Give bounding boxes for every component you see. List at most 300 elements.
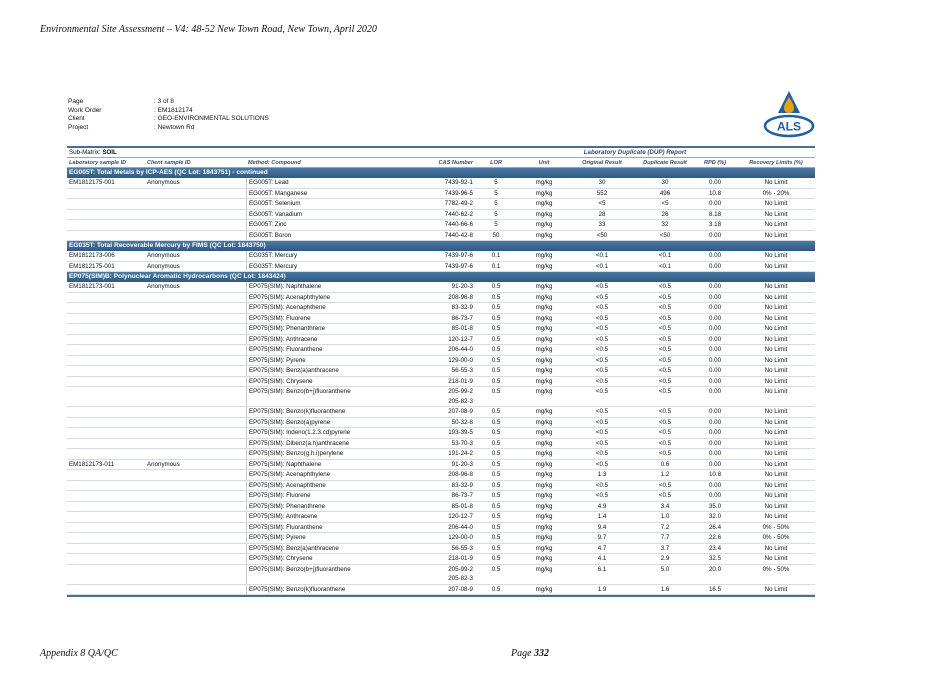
unit: mg/kg	[535, 356, 553, 364]
table-row	[67, 502, 815, 513]
compound: EP075(SIM): Naphthalene	[246, 460, 321, 470]
table-row	[67, 418, 815, 429]
client-sample-id: Anonymous	[147, 460, 180, 468]
original-result: <0.1	[595, 252, 609, 259]
duplicate-result: 3.4	[660, 502, 670, 510]
meta-row	[68, 124, 269, 133]
rpd: 0.00	[708, 179, 722, 186]
recovery-limits: 0% - 20%	[762, 189, 790, 197]
duplicate-report-table	[67, 146, 815, 597]
rpd: 0.00	[708, 335, 722, 343]
lor: 0.5	[491, 544, 501, 552]
rpd: 0.00	[708, 460, 722, 468]
table-row	[67, 544, 815, 555]
meta-key: Work Order	[68, 106, 102, 114]
unit: mg/kg	[535, 325, 553, 332]
client-sample-id: Anonymous	[147, 262, 180, 270]
table-row	[67, 449, 815, 460]
lor: 0.5	[491, 439, 501, 447]
compound: EG005T: Selenium	[246, 199, 301, 209]
rpd: 0.00	[708, 439, 722, 447]
unit: mg/kg	[535, 262, 553, 270]
compound: EP075(SIM): Benzo(g.h.i)perylene	[246, 449, 343, 459]
table-row	[67, 210, 815, 221]
section-header: EP075(SIM)B: Polynuclear Aromatic Hydrocarbons (QC Lot: 1843424)	[67, 272, 815, 282]
compound: EP075(SIM): Fluoranthene	[246, 523, 323, 533]
unit: mg/kg	[535, 377, 553, 385]
recovery-limits: No Limit	[764, 388, 788, 395]
compound: EP075(SIM): Benzo(k)fluoranthene	[246, 407, 345, 417]
original-result: 552	[596, 189, 608, 197]
rpd: 32.5	[708, 555, 722, 562]
table-row	[67, 460, 815, 471]
duplicate-result: 0.6	[660, 460, 670, 468]
unit: mg/kg	[535, 513, 553, 520]
rpd: 0.00	[708, 252, 722, 259]
original-result: 1.4	[597, 513, 607, 520]
col-method: Method: Compound	[248, 160, 301, 166]
table-title-row	[67, 146, 815, 157]
compound: EG035T: Mercury	[246, 251, 297, 261]
compound: EP075(SIM): Fluorene	[246, 314, 311, 324]
section-header: EG035T: Total Recoverable Mercury by FIMS (QC Lot: 1843750)	[67, 241, 815, 251]
original-result: <0.5	[595, 335, 609, 343]
original-result: 9.4	[597, 523, 607, 531]
unit: mg/kg	[535, 418, 553, 426]
meta-row	[68, 98, 269, 107]
cas-number: 56-55-3	[451, 367, 473, 374]
rpd: 10.8	[708, 189, 722, 197]
unit: mg/kg	[535, 346, 553, 353]
table-row	[67, 512, 815, 523]
table-row	[67, 189, 815, 200]
cas-number: 206-44-0	[448, 523, 473, 531]
duplicate-result: <0.5	[658, 388, 672, 395]
cas-number: 208-96-8	[448, 293, 473, 301]
meta-value: : EM1812174	[154, 106, 193, 114]
rpd: 0.00	[708, 325, 722, 332]
footer-appendix: Appendix 8 QA/QC	[40, 648, 118, 659]
table-row	[67, 282, 815, 293]
duplicate-result: <0.5	[658, 418, 672, 426]
rpd: 23.4	[708, 544, 722, 552]
lor: 0.5	[491, 450, 501, 457]
compound: EP075(SIM): Indeno(1.2.3.cd)pyrene	[246, 428, 350, 438]
duplicate-result: 496	[659, 189, 671, 197]
duplicate-result: <0.5	[658, 314, 672, 322]
cas-number: 7440-62-2	[444, 210, 473, 218]
meta-key: Client	[68, 115, 85, 123]
compound: EG035T: Mercury	[246, 262, 297, 272]
recovery-limits: 0% - 50%	[762, 523, 790, 531]
lor: 0.5	[491, 377, 501, 385]
lor: 0.5	[491, 471, 501, 478]
table-row	[67, 481, 815, 492]
duplicate-result: <0.5	[658, 439, 672, 447]
duplicate-result: <0.5	[658, 377, 672, 385]
meta-value: : GEO-ENVIRONMENTAL SOLUTIONS	[154, 115, 269, 123]
recovery-limits: No Limit	[764, 513, 788, 520]
compound: EP075(SIM): Chrysene	[246, 377, 313, 387]
client-sample-id: Anonymous	[147, 179, 180, 186]
unit: mg/kg	[535, 450, 553, 457]
table-row	[67, 356, 815, 367]
lor: 5	[494, 221, 498, 228]
duplicate-result: <0.5	[658, 293, 672, 301]
document-header: Environmental Site Assessment – V4: 48-52 New Town Road, New Town, April 2020	[40, 24, 377, 35]
cas-number: 193-39-5	[448, 429, 473, 436]
duplicate-result: 5.0	[660, 565, 670, 573]
recovery-limits: No Limit	[764, 502, 788, 510]
compound: EP075(SIM): Benzo(a)pyrene	[246, 418, 330, 428]
lor: 0.5	[491, 429, 501, 436]
original-result: <0.5	[595, 418, 609, 426]
rpd: 0.00	[708, 492, 722, 499]
lor: 0.5	[491, 304, 501, 311]
table-header-row	[67, 157, 815, 168]
cas-number: 7439-97-6	[444, 252, 473, 259]
duplicate-result: 32	[661, 221, 669, 228]
unit: mg/kg	[535, 388, 553, 395]
col-orig: Original Result	[582, 160, 622, 166]
lor: 0.5	[491, 534, 501, 541]
recovery-limits: No Limit	[764, 585, 788, 593]
original-result: 30	[598, 179, 606, 186]
recovery-limits: No Limit	[764, 492, 788, 499]
original-result: <0.5	[595, 388, 609, 395]
recovery-limits: No Limit	[764, 439, 788, 447]
submatrix-value: SOIL	[102, 149, 117, 156]
unit: mg/kg	[535, 304, 553, 311]
recovery-limits: No Limit	[764, 481, 788, 489]
report-meta	[68, 98, 269, 132]
section-header: EG005T: Total Metals by ICP-AES (QC Lot: 1843751) - continued	[67, 168, 815, 178]
lor: 0.5	[491, 555, 501, 562]
recovery-limits: No Limit	[764, 544, 788, 552]
rpd: 8.18	[708, 210, 722, 218]
lab-sample-id: EM1812173-006	[69, 252, 115, 259]
original-result: 4.9	[597, 502, 607, 510]
original-result: <0.5	[595, 283, 609, 290]
original-result: <50	[596, 231, 608, 239]
recovery-limits: No Limit	[764, 335, 788, 343]
recovery-limits: No Limit	[764, 408, 788, 415]
table-row	[67, 377, 815, 388]
unit: mg/kg	[535, 210, 553, 218]
lor: 0.5	[491, 481, 501, 489]
cas-number-2: 205-82-3	[448, 575, 473, 582]
duplicate-result: <0.5	[658, 492, 672, 499]
col-rpd: RPD (%)	[703, 160, 727, 166]
duplicate-result: <0.1	[658, 252, 672, 259]
original-result: <0.5	[595, 460, 609, 468]
col-rec: Recovery Limits (%)	[749, 160, 803, 166]
cas-number: 207-08-9	[448, 408, 473, 415]
cas-number: 206-44-0	[448, 346, 473, 353]
table-row	[67, 314, 815, 325]
lor: 50	[492, 231, 500, 239]
lab-sample-id: EM1812173-011	[69, 460, 115, 468]
submatrix-label: Sub-Matrix:	[69, 149, 103, 156]
unit: mg/kg	[535, 189, 553, 197]
original-result: <0.5	[595, 429, 609, 436]
rpd: 0.00	[708, 356, 722, 364]
compound: EP075(SIM): Pyrene	[246, 533, 306, 543]
original-result: 1.9	[597, 585, 607, 593]
duplicate-result: <0.5	[658, 481, 672, 489]
lor: 0.5	[491, 388, 501, 395]
rpd: 0.00	[708, 367, 722, 374]
rpd: 0.00	[708, 262, 722, 270]
cas-number: 129-00-0	[448, 534, 473, 541]
original-result: <0.5	[595, 450, 609, 457]
compound: EP075(SIM): Phenanthrene	[246, 502, 325, 512]
unit: mg/kg	[535, 439, 553, 447]
unit: mg/kg	[535, 555, 553, 562]
rpd: 10.8	[708, 471, 722, 478]
cas-number: 129-00-0	[448, 356, 473, 364]
footer-page	[511, 648, 549, 659]
duplicate-result: <0.5	[658, 325, 672, 332]
table-row	[67, 199, 815, 210]
unit: mg/kg	[535, 200, 553, 207]
original-result: 4.7	[597, 544, 607, 552]
rpd: 0.00	[708, 429, 722, 436]
compound: EP075(SIM): Acenaphthylene	[246, 470, 330, 480]
recovery-limits: No Limit	[764, 200, 788, 207]
als-logo-icon	[763, 89, 815, 139]
table-row	[67, 470, 815, 481]
rpd: 35.0	[708, 502, 722, 510]
rpd: 0.00	[708, 408, 722, 415]
rpd: 0.00	[708, 481, 722, 489]
table-row	[67, 387, 815, 407]
table-row	[67, 220, 815, 231]
client-sample-id: Anonymous	[147, 252, 180, 259]
cas-number: 120-12-7	[448, 335, 473, 343]
unit: mg/kg	[535, 314, 553, 322]
table-row	[67, 491, 815, 502]
rpd: 0.00	[708, 418, 722, 426]
duplicate-result: <0.5	[658, 356, 672, 364]
recovery-limits: No Limit	[764, 555, 788, 562]
footer-page-prefix: Page	[511, 648, 535, 659]
lor: 0.5	[491, 565, 501, 573]
duplicate-result: <0.5	[658, 283, 672, 290]
cas-number: 205-99-2	[448, 388, 473, 395]
original-result: <0.5	[595, 408, 609, 415]
logo-text: ALS	[777, 119, 801, 134]
rpd: 0.00	[708, 346, 722, 353]
duplicate-result: 1.6	[660, 585, 670, 593]
original-result: <0.5	[595, 304, 609, 311]
compound: EG005T: Lead	[246, 178, 289, 188]
original-result: <0.5	[595, 314, 609, 322]
duplicate-result: <0.5	[658, 367, 672, 374]
cas-number: 91-20-3	[451, 283, 473, 290]
cas-number: 83-32-9	[451, 481, 473, 489]
duplicate-result: <0.5	[658, 429, 672, 436]
recovery-limits: No Limit	[764, 252, 788, 259]
table-row	[67, 533, 815, 544]
lor: 0.5	[491, 335, 501, 343]
rpd: 0.00	[708, 304, 722, 311]
lor: 5	[494, 189, 498, 197]
rpd: 26.4	[708, 523, 722, 531]
unit: mg/kg	[535, 335, 553, 343]
duplicate-result: 7.7	[660, 534, 670, 541]
unit: mg/kg	[535, 408, 553, 415]
lor: 0.1	[491, 262, 501, 270]
lab-sample-id: EM1812173-001	[69, 283, 115, 290]
unit: mg/kg	[535, 283, 553, 290]
lor: 5	[494, 179, 498, 186]
lor: 0.5	[491, 346, 501, 353]
original-result: 28	[598, 210, 606, 218]
duplicate-result: 7.2	[660, 523, 670, 531]
col-lab-id: Laboratory sample ID	[69, 160, 127, 166]
recovery-limits: No Limit	[764, 293, 788, 301]
cas-number: 53-70-3	[451, 439, 473, 447]
table-row	[67, 345, 815, 356]
cas-number: 83-32-9	[451, 304, 473, 311]
lab-sample-id: EM1812175-001	[69, 262, 115, 270]
cas-number: 86-73-7	[451, 314, 473, 322]
cas-number: 7440-66-6	[444, 221, 473, 228]
col-client-id: Client sample ID	[147, 160, 191, 166]
lor: 0.5	[491, 492, 501, 499]
original-result: <0.5	[595, 481, 609, 489]
cas-number: 91-20-3	[451, 460, 473, 468]
table-row	[67, 262, 815, 273]
table-row	[67, 585, 815, 596]
unit: mg/kg	[535, 460, 553, 468]
compound: EP075(SIM): Benzo(b+j)fluoranthene	[246, 565, 351, 584]
original-result: <5	[598, 200, 606, 207]
lor: 0.5	[491, 367, 501, 374]
rpd: 0.00	[708, 231, 722, 239]
duplicate-result: <0.5	[658, 450, 672, 457]
duplicate-result: <0.5	[658, 335, 672, 343]
original-result: 1.3	[597, 471, 607, 478]
lor: 0.5	[491, 314, 501, 322]
compound: EP075(SIM): Chrysene	[246, 554, 313, 564]
rpd: 0.00	[708, 293, 722, 301]
table-row	[67, 554, 815, 565]
original-result: <0.5	[595, 492, 609, 499]
table-row	[67, 407, 815, 418]
recovery-limits: No Limit	[764, 471, 788, 478]
duplicate-result: 30	[661, 179, 669, 186]
compound: EP075(SIM): Benzo(k)fluoranthene	[246, 585, 345, 595]
compound: EP075(SIM): Acenaphthylene	[246, 293, 330, 303]
duplicate-result: 1.0	[660, 513, 670, 520]
unit: mg/kg	[535, 471, 553, 478]
compound: EP075(SIM): Dibenz(a.h)anthracene	[246, 439, 349, 449]
original-result: <0.5	[595, 377, 609, 385]
table-row	[67, 231, 815, 242]
meta-key: Project	[68, 123, 89, 131]
cas-number: 218-01-9	[448, 555, 473, 562]
original-result: <0.5	[595, 439, 609, 447]
duplicate-result: <0.5	[658, 408, 672, 415]
table-row	[67, 251, 815, 262]
cas-number: 56-55-3	[451, 544, 473, 552]
lor: 0.5	[491, 283, 501, 290]
unit: mg/kg	[535, 492, 553, 499]
unit: mg/kg	[535, 429, 553, 436]
cas-number: 7439-97-6	[444, 262, 473, 270]
lor: 5	[494, 200, 498, 207]
recovery-limits: No Limit	[764, 377, 788, 385]
duplicate-result: <5	[661, 200, 669, 207]
compound: EG005T: Vanadium	[246, 210, 302, 220]
recovery-limits: No Limit	[764, 346, 788, 353]
recovery-limits: No Limit	[764, 429, 788, 436]
compound: EG005T: Zinc	[246, 220, 286, 230]
compound: EP075(SIM): Benz(a)anthracene	[246, 366, 339, 376]
cas-number: 7440-42-8	[444, 231, 473, 239]
lor: 0.5	[491, 418, 501, 426]
compound: EP075(SIM): Phenanthrene	[246, 324, 325, 334]
original-result: <0.5	[595, 367, 609, 374]
lor: 0.5	[491, 460, 501, 468]
unit: mg/kg	[535, 179, 553, 186]
dup-report-title: Laboratory Duplicate (DUP) Report	[583, 149, 687, 156]
footer-page-number: 332	[534, 648, 550, 659]
cas-number: 85-01-8	[451, 502, 473, 510]
cas-number: 120-12-7	[448, 513, 473, 520]
original-result: <0.5	[595, 325, 609, 332]
cas-number: 218-01-9	[448, 377, 473, 385]
table-row	[67, 303, 815, 314]
rpd: 0.00	[708, 314, 722, 322]
compound: EP075(SIM): Naphthalene	[246, 282, 321, 292]
recovery-limits: No Limit	[764, 418, 788, 426]
lor: 0.5	[491, 408, 501, 415]
recovery-limits: No Limit	[764, 210, 788, 218]
compound: EP075(SIM): Acenaphthene	[246, 481, 326, 491]
meta-row	[68, 115, 269, 124]
duplicate-result: <50	[659, 231, 671, 239]
unit: mg/kg	[535, 502, 553, 510]
table-row	[67, 178, 815, 189]
compound: EP075(SIM): Fluorene	[246, 491, 311, 501]
original-result: 6.1	[597, 565, 607, 573]
compound: EP075(SIM): Acenaphthene	[246, 303, 326, 313]
table-row	[67, 335, 815, 346]
original-result: 4.1	[597, 555, 607, 562]
lor: 0.5	[491, 356, 501, 364]
recovery-limits: No Limit	[764, 325, 788, 332]
unit: mg/kg	[535, 585, 553, 593]
cas-number: 50-32-8	[451, 418, 473, 426]
cas-number: 191-24-2	[448, 450, 473, 457]
rpd: 0.00	[708, 450, 722, 457]
rpd: 0.00	[708, 283, 722, 290]
recovery-limits: No Limit	[764, 314, 788, 322]
rpd: 0.00	[708, 200, 722, 207]
compound: EP075(SIM): Pyrene	[246, 356, 306, 366]
recovery-limits: No Limit	[764, 367, 788, 374]
col-unit: Unit	[538, 160, 550, 166]
duplicate-result: <0.5	[658, 304, 672, 311]
meta-key: Page	[68, 98, 84, 105]
unit: mg/kg	[535, 534, 553, 541]
recovery-limits: No Limit	[764, 304, 788, 311]
original-result: <0.1	[595, 262, 609, 270]
cas-number: 205-99-2	[448, 565, 473, 573]
